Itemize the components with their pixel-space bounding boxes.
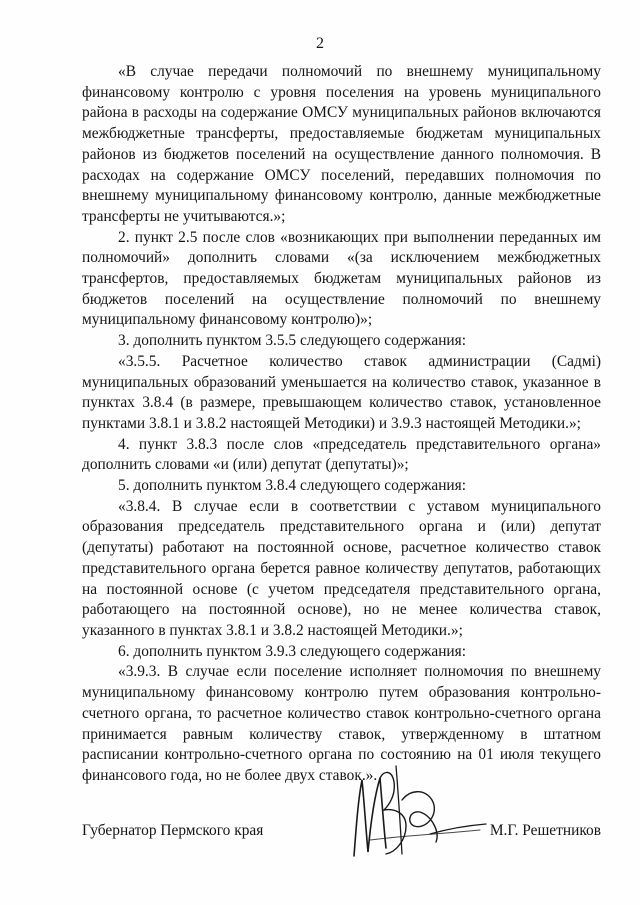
page-number: 2 xyxy=(316,35,324,52)
paragraph-2: 2. пункт 2.5 после слов «возникающих при выполнении переданных им полномочий» дополнить словами «(за исключением межбюджетных трансфертов, предоставляемых бюджетам муниципальных районов из бюджетов поселений на осуществление полномочий по внешнему муниципальному финансовому контролю)»; xyxy=(82,228,601,329)
paragraph-4: «3.5.5. Расчетное количество ставок администрации (Садмі) муниципальных образований уменьшается на количество ставок, указанное в пунктах 3.8.4 (в размере, превышающем количество ставок, установленное пунктами 3.8.1 и 3.8.2 настоящей Методики) и 3.9.3 настоящей Методики.»; xyxy=(82,352,601,432)
handwritten-signature xyxy=(340,760,490,865)
signer-name: М.Г. Решетников xyxy=(489,822,601,839)
document-body xyxy=(82,62,601,787)
signer-title: Губернатор Пермского края xyxy=(82,822,264,839)
signature-block xyxy=(0,760,640,880)
paragraph-5: 4. пункт 3.8.3 после слов «председатель представительного органа» дополнить словами «и (или) депутат (депутаты)»; xyxy=(82,435,601,474)
paragraph-7: «3.8.4. В случае если в соответствии с уставом муниципального образования председатель представительного органа и (или) депутат (депутаты) работают на постоянной основе, расчетное количество ставок представительного органа берется равное количеству депутатов, работающих на постоянной основе (с учетом председателя представительного органа, работающего на постоянной основе), но не менее количества ставок, указанного в пунктах 3.8.1 и 3.8.2 настоящей Методики.»; xyxy=(82,497,601,639)
paragraph-8: 6. дополнить пунктом 3.9.3 следующего содержания: xyxy=(118,642,467,660)
paragraph-9: «3.9.3. В случае если поселение исполняет полномочия по внешнему муниципальному финансовому контролю путем образования контрольно-счетного органа, то расчетное количество ставок контрольно-счетного органа принимается равным количеству ставок, утвержденному в штатном расписании контрольно-счетного органа по состоянию на 01 июля текущего финансового года, но не более двух ставок.». xyxy=(82,663,601,784)
paragraph-1: «В случае передачи полномочий по внешнему муниципальному финансовому контролю с уровня поселения на уровень муниципального района в расходы на содержание ОМСУ муниципальных районов включаются межбюджетные трансферты, предоставляемые бюджетам муниципальных районов из бюджетов поселений на осуществление данного полномочия. В расходах на содержание ОМСУ поселений, передавших полномочия по внешнему муниципальному финансовому контролю, данные межбюджетные трансферты не учитываются.»; xyxy=(82,63,601,225)
paragraph-3: 3. дополнить пунктом 3.5.5 следующего содержания: xyxy=(118,332,467,350)
paragraph-6: 5. дополнить пунктом 3.8.4 следующего содержания: xyxy=(118,477,467,495)
